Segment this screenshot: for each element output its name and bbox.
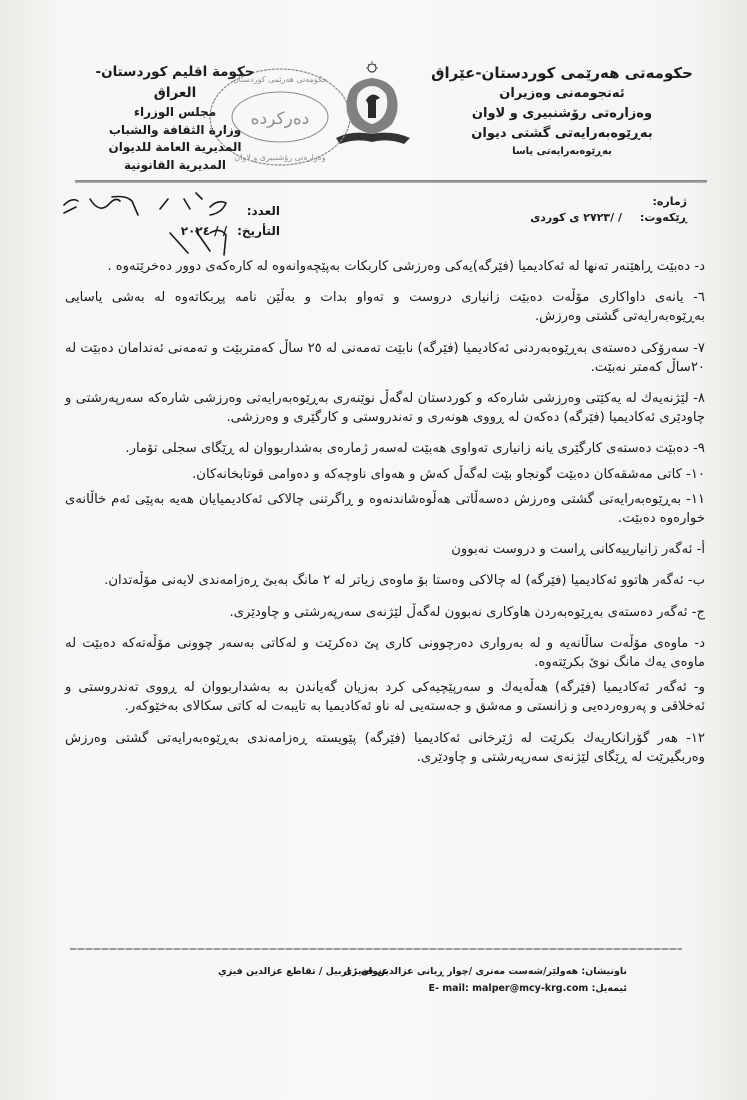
header-ar-line-1: حكومة اقليم كوردستان-العراق xyxy=(95,64,255,101)
header-ku-line-3: وەزارەتی رۆشنبیری و لاوان xyxy=(471,106,653,121)
header-ar-line-4: المديرية العامة للديوان xyxy=(108,140,242,154)
body-paragraph: ٨- لێژنەیەك لە یەکێتی وەرزشی شارەکە و کوردستان لەگەڵ نوێنەری بەڕێوەبەرایەتی وەرزشی شارەکە سەرپەرشتی و چاودێری ئەکادیمیا (فێرگە) دەکەن لە ڕووی هونەری و تەندروستی و کارگێری و وەرزشی. xyxy=(65,391,705,426)
header-ku-line-5: بەڕێوەبەرایەتی یاسا xyxy=(512,146,612,157)
body-paragraph: ١١- بەڕێوەبەرایەتی گشتی وەرزش دەسەڵاتی هەڵوەشاندنەوە و ڕاگرتنی چالاکی ئەکادیمیایان هەیە بەپێی ئەم خاڵانەی خوارەوە دەبێت. xyxy=(65,491,705,527)
body-paragraph: أ- ئەگەر زانیارییەکانی ڕاست و دروست نەبوون xyxy=(451,542,705,558)
reference-ar-date-value: / / ٢٠٢٤ xyxy=(180,224,228,238)
header-ar-line-5: المديرية القانونية xyxy=(124,157,226,172)
header-ku-line-2: ئەنجومەنی وەزیران xyxy=(499,86,625,101)
body-paragraph: ب- ئەگەر هاتوو ئەکادیمیا (فێرگە) لە چالاکی وەستا بۆ ماوەی زیاتر لە ٢ مانگ بەبێ ڕەزامەندی لایەنی مۆڵەتدان. xyxy=(104,573,705,589)
reference-ar-number-label: العدد: xyxy=(246,204,280,218)
header-kurdish xyxy=(427,62,697,160)
body-paragraph: و- ئەگەر ئەکادیمیا (فێرگە) هەڵەیەك و سەرپێچیەکی کرد بەزیان گەیاندن بە بەشداربووان لە ڕووی تەندروستی و ئەخلاقی و پەروەردەیی و زانستی و مەشق و جەستەیی لە ناو ئەکادیمیا بە تایبەت لە کاتی سکالای بەخێوکەر. xyxy=(65,680,705,715)
body-paragraph: ٩- دەبێت دەستەی کارگێری یانە زانیاری تەواوی هەبێت لەسەر ژمارەی بەشداربووان لە ڕێگای سجلی تۆمار. xyxy=(125,441,705,457)
body-paragraph: ١٢- هەر گۆرانکاریەك بکرێت لە ژێرخانی ئەکادیمیا (فێرگە) پێویستە ڕەزامەندی بەڕێوەبەرایەتی گشتی وەرزش وەربگیرێت لە ڕێگای لێژنەی سەرپەرشتی و چاودێری. xyxy=(65,730,705,765)
body-paragraph: ٦- یانەی داواکاری مۆڵەت دەبێت زانیاری دروست و تەواو بدات و بەڵێن نامە پڕبکاتەوە لە بەشی یاسایی بەڕێوەبەرایەتی گشتی وەرزش. xyxy=(65,290,705,325)
footer-divider xyxy=(70,948,682,950)
stamp-center-text: دەرکردە xyxy=(250,109,310,129)
footer-address-ku: ناونیشان: هەولێر/شەست مەتری /چوار ڕیانی عزالدین فەیزی xyxy=(343,966,627,977)
footer-email-label: ئیمەیل: xyxy=(591,983,627,994)
header-arabic xyxy=(85,62,265,174)
header-divider xyxy=(75,180,707,183)
footer-email[interactable]: E- mail: malper@mcy-krg.com xyxy=(428,983,589,994)
handwritten-annotation xyxy=(60,185,320,260)
reference-kurdish xyxy=(427,194,687,226)
reference-date-value: / /٢٧٢٣ ی کوردی xyxy=(530,211,623,224)
header-ku-line-4: بەڕێوەبەرایەتی گشتی دیوان xyxy=(471,126,653,141)
header-ku-line-1: حکومەتی هەرێمی کوردستان-عێراق xyxy=(431,64,693,82)
document-body xyxy=(65,257,705,779)
reference-date-label: ڕێکەوت: xyxy=(640,211,687,224)
footer-address-ar: عنوان : اربيل / تقاطع عزالدين فيزي xyxy=(218,966,389,977)
body-paragraph: ٧- سەرۆکی دەستەی بەڕێوەبەردنی ئەکادیمیا (فێرگە) نابێت تەمەنی لە ٢٥ ساڵ کەمتربێت و تەمەنی ئەندامان دەبێت لە ٢٠ساڵ کەمتر نەبێت. xyxy=(65,340,705,375)
body-paragraph: ج- ئەگەر دەستەی بەڕێوەبەردن هاوکاری نەبوون لەگەڵ لێژنەی سەرپەرشتی و چاودێری. xyxy=(229,604,705,620)
stamp-bottom-text: وەزارەتی رۆشنبیری و لاوان xyxy=(234,153,326,162)
header-ar-line-3: وزارة الثقافة والشباب xyxy=(108,122,242,137)
stamp-top-text: حکومەتی هەرێمی کوردستان xyxy=(232,75,328,84)
body-paragraph: د- ماوەی مۆڵەت ساڵانەیە و لە بەرواری دەرچوونی کاری پێ دەکرێت و لەکاتی بەسەر چوونی مۆڵەتەکە دەبێت لە ماوەی یەك مانگ نوێ بکرێتەوە. xyxy=(65,635,705,671)
header-ar-line-2: مجلس الوزراء xyxy=(133,105,217,119)
body-paragraph: ١٠- کاتی مەشقەکان دەبێت گونجاو بێت لەگەڵ کەش و هەوای ناوچەکە و دەوامی قوتابخانەکان. xyxy=(192,466,705,482)
reference-ar-date-label: التأريخ: xyxy=(237,224,280,238)
body-paragraph: د- دەبێت ڕاهێنەر تەنها لە ئەکادیمیا (فێرگە)یەکی وەرزشی کاربکات بەپێچەوانەوە لە کارەکەی دوور دەخرێتەوە . xyxy=(107,259,705,274)
reference-number-label: ژمارە: xyxy=(652,195,687,208)
